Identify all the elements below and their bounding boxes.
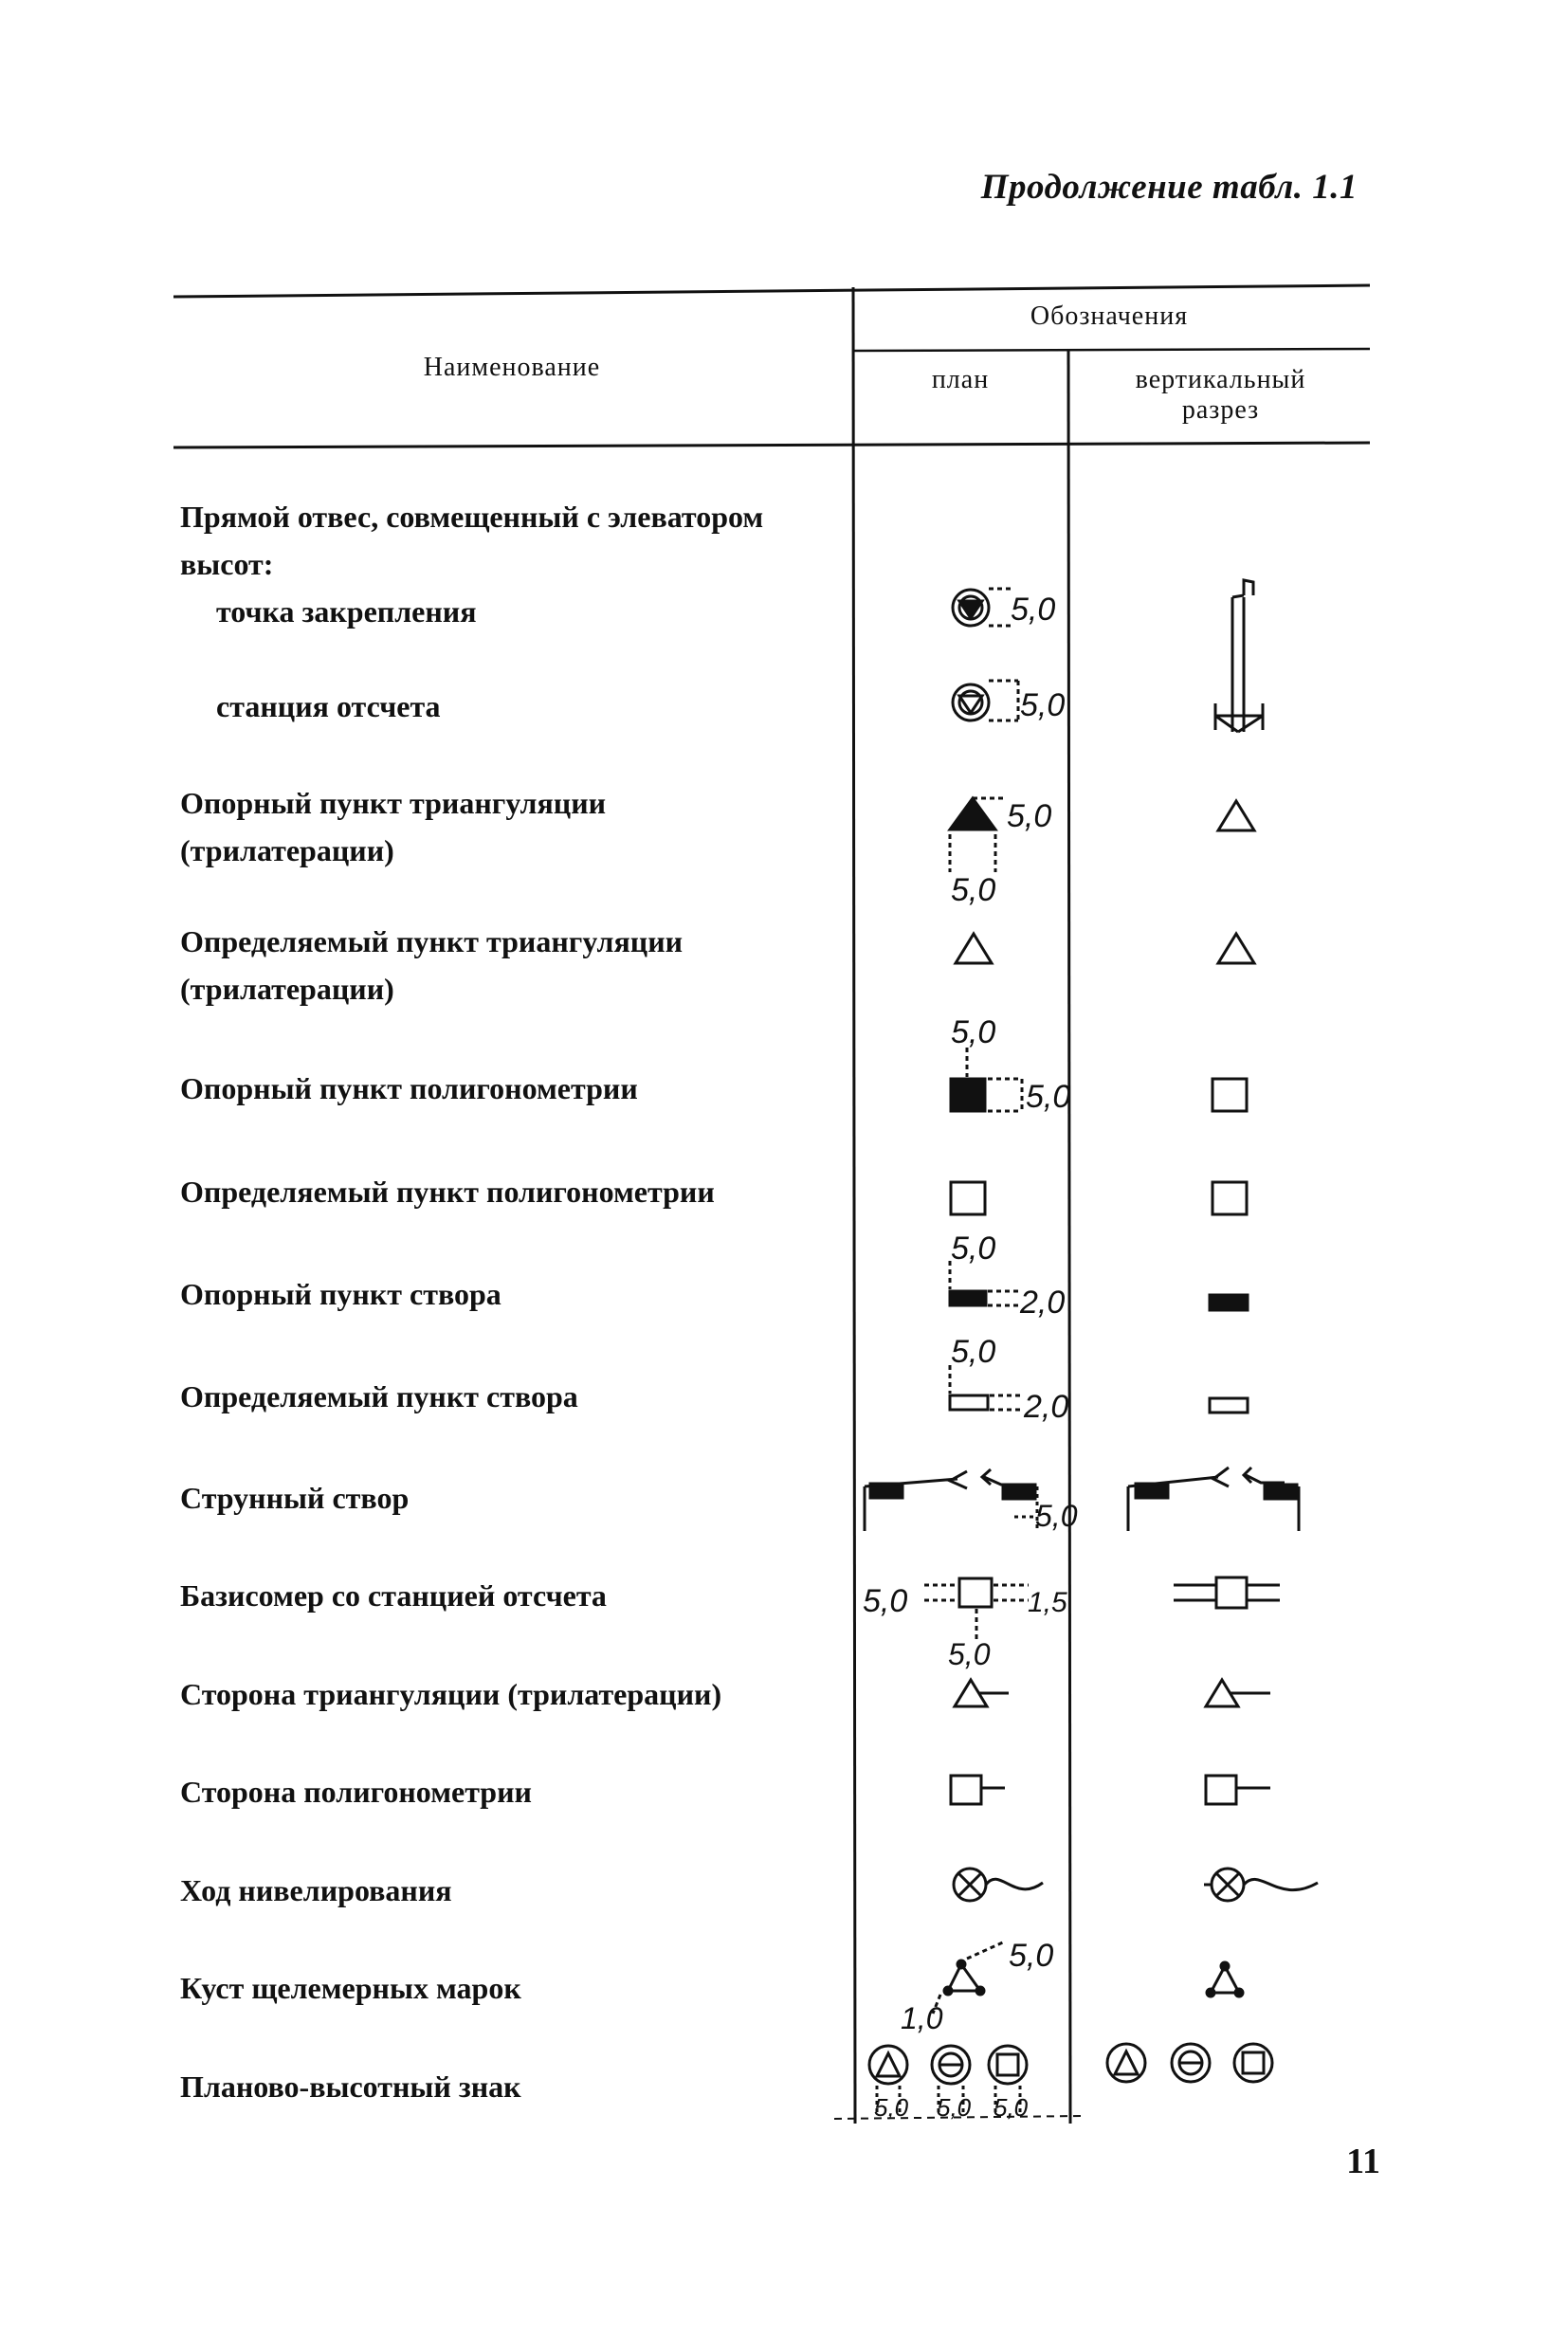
dim-crack-gauge-a: 5,0 (1009, 1938, 1054, 1974)
dim-ref-triangulation-a: 5,0 (1007, 798, 1052, 834)
row-name-ref-triangulation: Опорный пункт триангуляции (трилатерации) (180, 786, 607, 867)
plumb-anchor-plan-symbol (953, 589, 1011, 626)
ref-triangulation-plan-symbol (950, 798, 995, 830)
header-name-column: Наименование (423, 353, 601, 382)
row-name-leveling-traverse: Ход нивелирования (180, 1873, 452, 1907)
basimeter-section-symbol (1174, 1577, 1280, 1608)
dim-basimeter-a: 5,0 (863, 1583, 908, 1619)
triangulation-side-section-symbol (1206, 1680, 1270, 1706)
triangulation-side-plan-symbol (955, 1680, 1009, 1706)
row-name-basimeter: Базисомер со станцией отсчета (180, 1578, 607, 1613)
dim-anchor-plan: 5,0 (1011, 592, 1056, 628)
basimeter-plan-symbol (924, 1578, 1029, 1640)
dim-basimeter-b: 1,5 (1028, 1587, 1067, 1618)
det-alignment-plan-symbol (950, 1395, 988, 1410)
polygonometry-side-plan-symbol (951, 1776, 981, 1804)
plumb-station-plan-symbol (953, 681, 1018, 720)
row-name-string-alignment: Струнный створ (180, 1481, 410, 1515)
ref-polygonometry-section-symbol (1212, 1079, 1247, 1111)
row-name-ref-alignment: Опорный пункт створа (180, 1277, 501, 1311)
det-polygonometry-plan-symbol (951, 1182, 985, 1214)
row-name-det-triangulation: Определяемый пункт триангуляции (трилатерации) (180, 924, 684, 1006)
row-name-plan-height-mark: Планово-высотный знак (180, 2069, 521, 2104)
header-section-line1: вертикальный (1135, 365, 1306, 394)
row-name-reading-station: станция отсчета (216, 689, 441, 723)
ref-alignment-section-symbol (1210, 1295, 1248, 1310)
plumb-section-symbol (1232, 580, 1253, 732)
dim-ref-alignment-b: 2,0 (1020, 1285, 1066, 1321)
dim-basimeter-c: 5,0 (948, 1637, 991, 1671)
ref-polygonometry-plan-symbol (951, 1079, 985, 1111)
ref-triangulation-section-symbol (1218, 801, 1254, 830)
header-section-line2: разрез (1181, 395, 1260, 425)
dim-det-alignment-a: 5,0 (951, 1334, 996, 1370)
dim-station-plan: 5,0 (1020, 687, 1066, 723)
dim-ref-triangulation-b: 5,0 (951, 872, 996, 908)
string-alignment-section-symbol (1128, 1468, 1299, 1531)
row-name-triangulation-side: Сторона триангуляции (трилатерации) (180, 1677, 722, 1711)
table-continuation-caption: Продолжение табл. 1.1 (980, 168, 1358, 207)
polygonometry-side-section-symbol (1206, 1776, 1236, 1804)
header-plan-column: план (931, 365, 990, 394)
dim-plan-height-a: 5,0 (874, 2093, 909, 2122)
dim-ref-polygonometry-a: 5,0 (951, 1014, 996, 1050)
dim-string-alignment: 5,0 (1035, 1499, 1078, 1533)
dim-ref-alignment-a: 5,0 (951, 1231, 996, 1267)
ref-alignment-plan-symbol (950, 1291, 986, 1305)
row-name-crack-gauge-cluster: Куст щелемерных марок (180, 1971, 521, 2005)
plan-height-mark-section-symbols (1107, 2044, 1272, 2082)
row-name-det-polygonometry: Определяемый пункт полигонометрии (180, 1175, 715, 1209)
string-alignment-plan-symbol (865, 1469, 1037, 1531)
header-symbols-column: Обозначения (1030, 301, 1189, 331)
crack-gauge-plan-symbol (933, 1942, 1005, 2014)
dim-crack-gauge-b: 1,0 (901, 2001, 943, 2035)
crack-gauge-section-symbol (1207, 1962, 1243, 1996)
leveling-traverse-section-symbol (1204, 1869, 1318, 1901)
det-alignment-section-symbol (1210, 1398, 1248, 1413)
dim-plan-height-b: 5,0 (937, 2093, 972, 2122)
row-name-ref-polygonometry: Опорный пункт полигонометрии (180, 1071, 638, 1105)
dim-det-alignment-b: 2,0 (1024, 1389, 1069, 1425)
row-name-anchor-point: точка закрепления (216, 594, 477, 629)
row-name-det-alignment: Определяемый пункт створа (180, 1379, 578, 1413)
det-polygonometry-section-symbol (1212, 1182, 1247, 1214)
row-name-plumb-line: Прямой отвес, совмещенный с элеватором высот: (180, 500, 764, 581)
leveling-traverse-plan-symbol (954, 1869, 1043, 1901)
det-triangulation-plan-symbol (956, 934, 992, 963)
dim-plan-height-c: 5,0 (994, 2093, 1029, 2122)
row-name-polygonometry-side: Сторона полигонометрии (180, 1775, 532, 1809)
dim-ref-polygonometry-b: 5,0 (1026, 1079, 1071, 1115)
det-triangulation-section-symbol (1218, 934, 1254, 963)
page-number: 11 (1346, 2142, 1380, 2181)
